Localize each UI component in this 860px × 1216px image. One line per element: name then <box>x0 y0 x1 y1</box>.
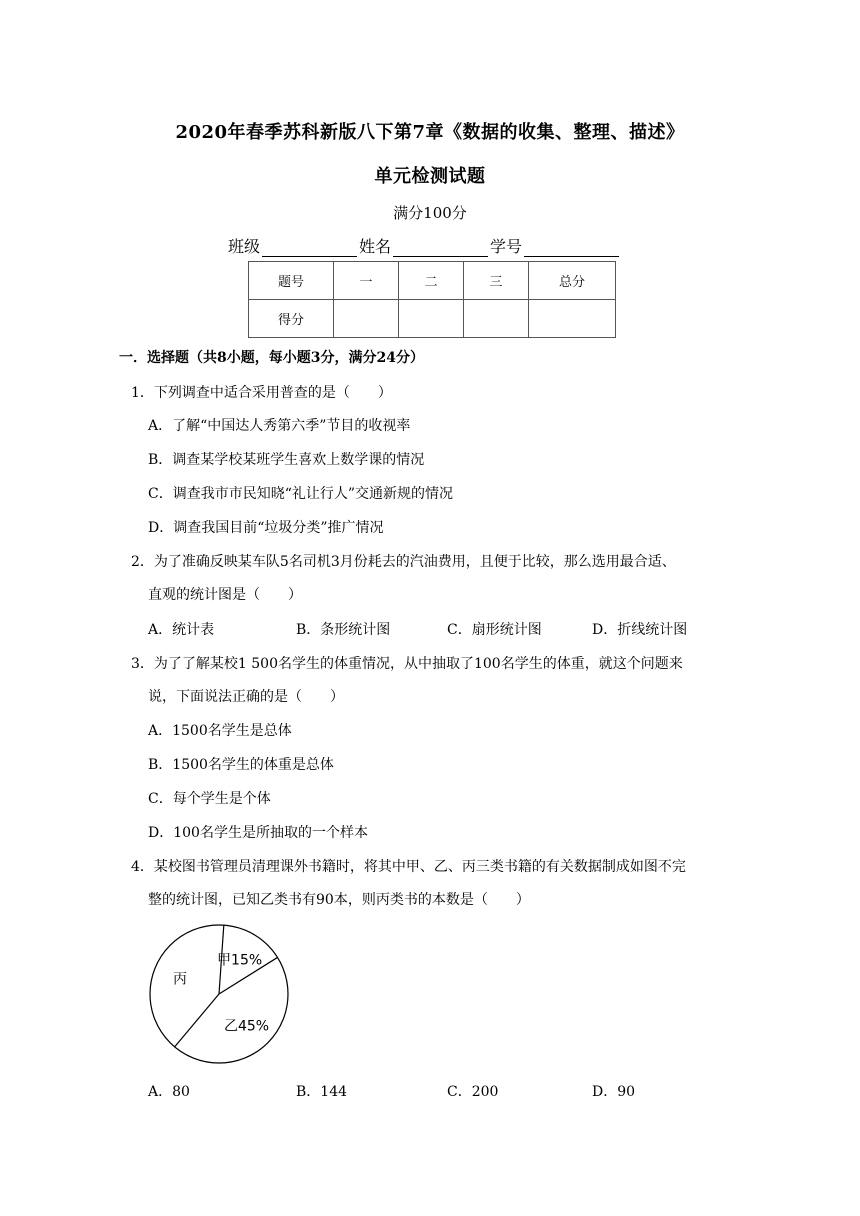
q3-option-d[interactable]: D．100名学生是所抽取的一个样本 <box>148 825 368 841</box>
class-label: 班级 <box>228 237 261 256</box>
q3-option-c[interactable]: C．每个学生是个体 <box>148 791 271 807</box>
name-blank[interactable] <box>393 238 488 257</box>
table-cell: 一 <box>334 262 399 300</box>
class-blank[interactable] <box>262 238 357 257</box>
q1-option-a[interactable]: A．了解“中国达人秀第六季”节目的收视率 <box>148 418 411 434</box>
id-blank[interactable] <box>524 238 619 257</box>
pie-slice-label: 乙45% <box>223 1018 270 1035</box>
q2-option-a[interactable]: A．统计表 <box>148 622 215 638</box>
score-cell[interactable] <box>399 300 464 338</box>
score-cell[interactable] <box>529 300 616 338</box>
q4-option-c[interactable]: C．200 <box>447 1084 499 1100</box>
q1-stem: 1．下列调查中适合采用普查的是（ ） <box>131 385 392 401</box>
pie-slice-label: 丙 <box>173 971 188 988</box>
student-info-line <box>228 234 621 257</box>
full-score-text: 满分100分 <box>393 204 467 222</box>
score-table-score-row <box>249 300 616 338</box>
q4-option-d[interactable]: D．90 <box>592 1084 636 1100</box>
q2-option-c[interactable]: C．扇形统计图 <box>447 622 542 638</box>
q3-option-b[interactable]: B．1500名学生的体重是总体 <box>148 757 334 773</box>
score-table <box>248 261 616 338</box>
table-cell: 得分 <box>249 300 334 338</box>
pie-slice-label: 甲15% <box>217 952 263 969</box>
q1-option-c[interactable]: C．调查我市市民知晓“礼让行人”交通新规的情况 <box>148 486 454 502</box>
table-cell: 题号 <box>249 262 334 300</box>
score-cell[interactable] <box>464 300 529 338</box>
q3-stem-line1: 3．为了了解某校1 500名学生的体重情况，从中抽取了100名学生的体重，就这个问题来 <box>131 656 683 672</box>
q4-option-a[interactable]: A．80 <box>148 1084 190 1100</box>
id-label: 学号 <box>490 237 523 256</box>
q1-option-d[interactable]: D．调查我国目前“垃圾分类”推广情况 <box>148 520 384 536</box>
section-heading: 一．选择题（共8小题，每小题3分，满分24分） <box>119 350 424 366</box>
q2-stem-line1: 2．为了准确反映某车队5名司机3月份耗去的汽油费用，且便于比较，那么选用最合适、 <box>131 554 676 570</box>
title-line-1: 2020年春季苏科新版八下第7章《数据的收集、整理、描述》 <box>175 122 685 143</box>
q3-stem-line2: 说，下面说法正确的是（ ） <box>148 689 344 705</box>
pie-slices <box>150 925 288 1063</box>
name-label: 姓名 <box>359 237 392 256</box>
table-cell: 总分 <box>529 262 616 300</box>
title-line-2: 单元检测试题 <box>374 166 486 187</box>
q2-option-d[interactable]: D．折线统计图 <box>592 622 688 638</box>
table-cell: 二 <box>399 262 464 300</box>
q2-option-b[interactable]: B．条形统计图 <box>296 622 391 638</box>
q3-option-a[interactable]: A．1500名学生是总体 <box>148 723 292 739</box>
q4-option-b[interactable]: B．144 <box>296 1084 348 1100</box>
q4-stem-line1: 4．某校图书管理员清理课外书籍时，将其中甲、乙、丙三类书籍的有关数据制成如图不完 <box>131 859 686 875</box>
q4-stem-line2: 整的统计图，已知乙类书有90本，则丙类书的本数是（ ） <box>148 892 530 908</box>
table-cell: 三 <box>464 262 529 300</box>
q2-stem-line2: 直观的统计图是（ ） <box>148 587 302 603</box>
pie-chart <box>145 924 295 1064</box>
q1-option-b[interactable]: B．调查某学校某班学生喜欢上数学课的情况 <box>148 452 425 468</box>
score-table-header-row <box>249 262 616 300</box>
score-cell[interactable] <box>334 300 399 338</box>
